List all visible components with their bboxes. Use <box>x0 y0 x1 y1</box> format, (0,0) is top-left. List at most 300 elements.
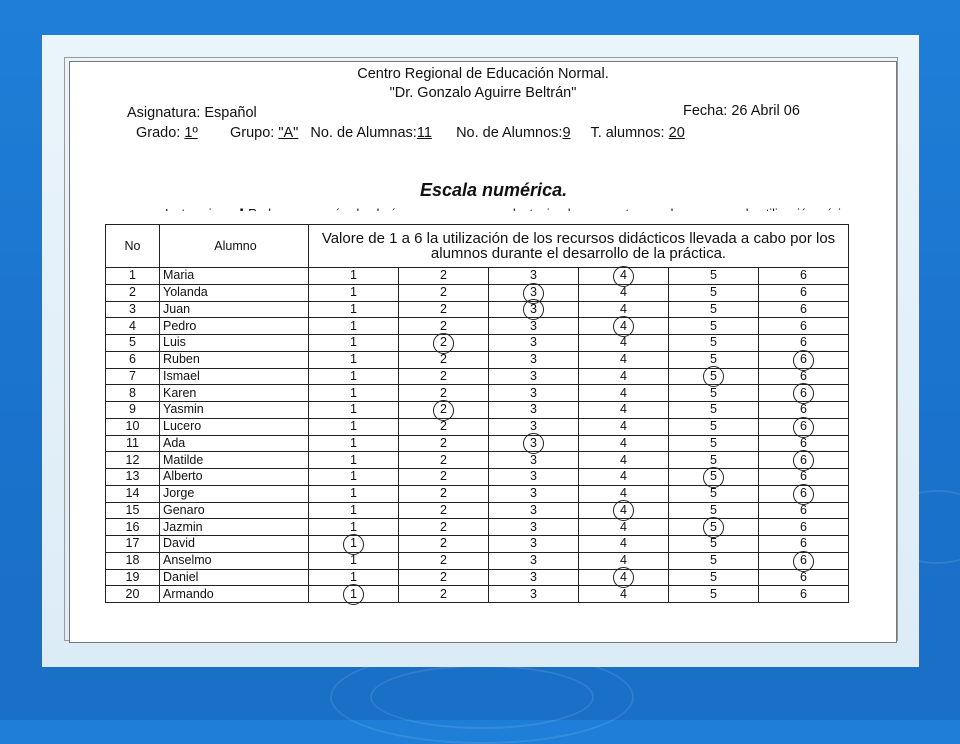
rating-value: 4 <box>620 385 627 400</box>
rating-cell <box>399 284 489 301</box>
rating-cell <box>579 519 669 536</box>
column-header-no: No <box>106 225 160 268</box>
rating-cell <box>579 452 669 469</box>
grade-value: 1º <box>184 125 198 141</box>
rating-value: 3 <box>530 352 537 367</box>
rating-cell <box>759 268 849 285</box>
rating-value: 1 <box>350 419 357 434</box>
rating-value: 4 <box>620 519 627 534</box>
row-number: 14 <box>106 485 160 502</box>
rating-value: 1 <box>350 335 357 350</box>
rating-value: 3 <box>530 335 537 350</box>
rating-value: 4 <box>620 435 627 450</box>
rating-value: 4 <box>620 285 627 300</box>
rating-value: 2 <box>440 553 447 568</box>
rating-value-circled: 5 <box>710 469 717 484</box>
table-row <box>106 519 849 536</box>
rating-value: 1 <box>350 268 357 283</box>
scale-table <box>105 224 849 603</box>
rating-value: 5 <box>710 402 717 417</box>
rating-value: 6 <box>800 285 807 300</box>
rating-value: 1 <box>350 553 357 568</box>
rating-value: 4 <box>620 553 627 568</box>
rating-value: 4 <box>620 586 627 601</box>
institution-name: Centro Regional de Educación Normal. <box>357 66 609 82</box>
table-row <box>106 536 849 553</box>
rating-value: 6 <box>800 502 807 517</box>
rating-value-circled: 2 <box>440 402 447 417</box>
row-number: 2 <box>106 284 160 301</box>
rating-value: 4 <box>620 301 627 316</box>
rating-value: 3 <box>530 368 537 383</box>
rating-value: 6 <box>800 402 807 417</box>
female-count-value: 11 <box>416 125 432 141</box>
rating-cell <box>759 301 849 318</box>
table-row <box>106 452 849 469</box>
rating-cell <box>309 318 399 335</box>
female-count-label: No. de Alumnas: <box>310 125 417 141</box>
table-row <box>106 569 849 586</box>
rating-cell <box>579 586 669 603</box>
rating-value: 2 <box>440 368 447 383</box>
rating-value: 5 <box>710 486 717 501</box>
row-number: 12 <box>106 452 160 469</box>
scale-title: Escala numérica. <box>420 180 568 200</box>
rating-value-circled: 6 <box>800 486 807 501</box>
table-row <box>106 268 849 285</box>
rating-cell <box>669 385 759 402</box>
institution-director: "Dr. Gonzalo Aguirre Beltrán" <box>389 85 577 101</box>
rating-cell <box>399 586 489 603</box>
rating-value-circled: 4 <box>620 318 627 333</box>
rating-cell <box>489 335 579 352</box>
rating-cell <box>309 402 399 419</box>
rating-value: 4 <box>620 335 627 350</box>
rating-cell <box>489 268 579 285</box>
rating-cell <box>399 485 489 502</box>
rating-cell <box>669 318 759 335</box>
column-header-student: Alumno <box>160 225 309 268</box>
rating-cell <box>669 469 759 486</box>
rating-cell <box>759 385 849 402</box>
student-name: Luis <box>160 335 309 352</box>
rating-cell <box>579 318 669 335</box>
rating-cell <box>759 469 849 486</box>
rating-cell <box>399 351 489 368</box>
row-number: 19 <box>106 569 160 586</box>
row-number: 15 <box>106 502 160 519</box>
rating-value: 6 <box>800 301 807 316</box>
row-number: 20 <box>106 586 160 603</box>
rating-cell <box>579 385 669 402</box>
rating-value: 2 <box>440 352 447 367</box>
student-name: Matilde <box>160 452 309 469</box>
row-number: 5 <box>106 335 160 352</box>
student-name: David <box>160 536 309 553</box>
total-count-label: T. alumnos: <box>590 125 665 141</box>
rating-value: 3 <box>530 268 537 283</box>
rating-cell <box>399 268 489 285</box>
grade-label: Grado: <box>136 125 181 141</box>
table-row <box>106 402 849 419</box>
rating-cell <box>669 268 759 285</box>
rating-value: 2 <box>440 285 447 300</box>
table-row <box>106 284 849 301</box>
date-label: Fecha: 26 Abril 06 <box>683 103 800 119</box>
rating-cell <box>399 469 489 486</box>
rating-cell <box>399 552 489 569</box>
rating-value: 1 <box>350 402 357 417</box>
rating-value: 6 <box>800 469 807 484</box>
rating-cell <box>489 536 579 553</box>
rating-cell <box>489 435 579 452</box>
rating-cell <box>669 435 759 452</box>
rating-value: 3 <box>530 318 537 333</box>
rating-value: 2 <box>440 486 447 501</box>
rating-cell <box>579 569 669 586</box>
rating-cell <box>669 552 759 569</box>
rating-cell <box>309 452 399 469</box>
rating-value: 1 <box>350 318 357 333</box>
rating-cell <box>489 552 579 569</box>
rating-cell <box>669 452 759 469</box>
grade-row <box>136 125 685 141</box>
rating-cell <box>669 402 759 419</box>
rating-value-circled: 6 <box>800 452 807 467</box>
table-row <box>106 502 849 519</box>
rating-value: 6 <box>800 368 807 383</box>
rating-value: 6 <box>800 586 807 601</box>
rating-value: 4 <box>620 486 627 501</box>
rating-cell <box>669 536 759 553</box>
rating-value: 3 <box>530 385 537 400</box>
rating-value: 1 <box>350 385 357 400</box>
rating-value: 5 <box>710 452 717 467</box>
rating-cell <box>309 301 399 318</box>
rating-cell <box>309 536 399 553</box>
rating-value-circled: 3 <box>530 301 537 316</box>
rating-value-circled: 4 <box>620 569 627 584</box>
ripple-decoration <box>370 665 594 729</box>
rating-cell <box>759 502 849 519</box>
rating-cell <box>309 335 399 352</box>
rating-value-circled: 6 <box>800 419 807 434</box>
rating-value: 1 <box>350 519 357 534</box>
rating-value-circled: 3 <box>530 435 537 450</box>
rating-value: 6 <box>800 569 807 584</box>
rating-cell <box>489 502 579 519</box>
student-name: Yolanda <box>160 284 309 301</box>
table-row <box>106 552 849 569</box>
student-name: Ruben <box>160 351 309 368</box>
student-name: Genaro <box>160 502 309 519</box>
row-number: 10 <box>106 418 160 435</box>
rating-cell <box>309 502 399 519</box>
student-name: Armando <box>160 586 309 603</box>
row-number: 4 <box>106 318 160 335</box>
rating-value: 2 <box>440 435 447 450</box>
rating-value: 4 <box>620 469 627 484</box>
rating-value: 5 <box>710 553 717 568</box>
rating-cell <box>579 435 669 452</box>
rating-value-circled: 1 <box>350 586 357 601</box>
rating-cell <box>759 351 849 368</box>
rating-value: 1 <box>350 368 357 383</box>
rating-value: 5 <box>710 285 717 300</box>
rating-cell <box>399 502 489 519</box>
row-number: 8 <box>106 385 160 402</box>
rating-value-circled: 3 <box>530 285 537 300</box>
rating-value: 3 <box>530 402 537 417</box>
rating-value-circled: 4 <box>620 268 627 283</box>
rating-value: 1 <box>350 285 357 300</box>
rating-value: 1 <box>350 502 357 517</box>
rating-cell <box>669 519 759 536</box>
slide-panel <box>42 35 919 667</box>
rating-cell <box>579 418 669 435</box>
rating-cell <box>579 284 669 301</box>
rating-value: 1 <box>350 569 357 584</box>
rating-cell <box>669 335 759 352</box>
row-number: 13 <box>106 469 160 486</box>
rating-cell <box>399 301 489 318</box>
rating-value-circled: 5 <box>710 368 717 383</box>
rating-value: 3 <box>530 486 537 501</box>
rating-value: 4 <box>620 368 627 383</box>
row-number: 1 <box>106 268 160 285</box>
student-name: Juan <box>160 301 309 318</box>
rating-cell <box>489 586 579 603</box>
rating-cell <box>579 469 669 486</box>
rating-value: 5 <box>710 569 717 584</box>
rating-cell <box>669 368 759 385</box>
rating-value: 6 <box>800 335 807 350</box>
row-number: 17 <box>106 536 160 553</box>
rating-cell <box>399 418 489 435</box>
row-number: 3 <box>106 301 160 318</box>
rating-value: 5 <box>710 301 717 316</box>
student-name: Lucero <box>160 418 309 435</box>
row-number: 6 <box>106 351 160 368</box>
student-name: Jorge <box>160 485 309 502</box>
rating-value-circled: 4 <box>620 502 627 517</box>
rating-value: 2 <box>440 536 447 551</box>
rating-cell <box>399 385 489 402</box>
rating-cell <box>309 351 399 368</box>
rating-cell <box>759 536 849 553</box>
rating-cell <box>309 586 399 603</box>
rating-value: 6 <box>800 268 807 283</box>
rating-value: 1 <box>350 301 357 316</box>
rating-cell <box>759 452 849 469</box>
rating-cell <box>399 435 489 452</box>
rating-cell <box>309 418 399 435</box>
rating-cell <box>579 351 669 368</box>
rating-cell <box>759 402 849 419</box>
rating-value: 5 <box>710 502 717 517</box>
rating-value: 6 <box>800 519 807 534</box>
student-name: Jazmin <box>160 519 309 536</box>
rating-cell <box>399 569 489 586</box>
table-row <box>106 318 849 335</box>
rating-value: 2 <box>440 586 447 601</box>
student-name: Yasmin <box>160 402 309 419</box>
rating-value: 5 <box>710 352 717 367</box>
rating-value: 2 <box>440 419 447 434</box>
table-row <box>106 485 849 502</box>
table-header-row <box>106 225 849 268</box>
table-row <box>106 418 849 435</box>
rating-value: 3 <box>530 553 537 568</box>
rating-value: 5 <box>710 385 717 400</box>
student-name: Karen <box>160 385 309 402</box>
rating-cell <box>759 418 849 435</box>
student-name: Maria <box>160 268 309 285</box>
rating-cell <box>759 284 849 301</box>
male-count-label: No. de Alumnos: <box>456 125 563 141</box>
rating-value: 1 <box>350 486 357 501</box>
rating-cell <box>669 586 759 603</box>
rating-cell <box>399 519 489 536</box>
student-name: Daniel <box>160 569 309 586</box>
row-number: 7 <box>106 368 160 385</box>
rating-cell <box>489 402 579 419</box>
rating-cell <box>489 452 579 469</box>
male-count-value: 9 <box>562 125 571 141</box>
row-number: 9 <box>106 402 160 419</box>
table-row <box>106 469 849 486</box>
rating-cell <box>399 318 489 335</box>
rating-cell <box>759 335 849 352</box>
rating-value: 5 <box>710 435 717 450</box>
rating-cell <box>309 552 399 569</box>
student-name: Anselmo <box>160 552 309 569</box>
rating-value: 6 <box>800 536 807 551</box>
rating-cell <box>309 519 399 536</box>
rating-cell <box>489 519 579 536</box>
row-number: 11 <box>106 435 160 452</box>
student-name: Pedro <box>160 318 309 335</box>
rating-value-circled: 6 <box>800 385 807 400</box>
rating-cell <box>489 318 579 335</box>
rating-cell <box>669 569 759 586</box>
rating-value: 5 <box>710 335 717 350</box>
rating-cell <box>399 536 489 553</box>
rating-value: 2 <box>440 469 447 484</box>
rating-cell <box>309 284 399 301</box>
table-row <box>106 368 849 385</box>
rating-value: 2 <box>440 569 447 584</box>
rating-cell <box>579 335 669 352</box>
rating-value: 4 <box>620 402 627 417</box>
rating-cell <box>759 485 849 502</box>
rating-value: 1 <box>350 452 357 467</box>
rating-value: 6 <box>800 435 807 450</box>
rating-cell <box>489 569 579 586</box>
rating-value: 1 <box>350 469 357 484</box>
rating-value: 3 <box>530 519 537 534</box>
rating-value: 2 <box>440 452 447 467</box>
student-name: Ismael <box>160 368 309 385</box>
rating-value: 4 <box>620 352 627 367</box>
rating-value: 3 <box>530 452 537 467</box>
table-row <box>106 301 849 318</box>
rating-value-circled: 1 <box>350 536 357 551</box>
rating-cell <box>759 552 849 569</box>
table-row <box>106 335 849 352</box>
rating-cell <box>579 502 669 519</box>
rating-value: 3 <box>530 469 537 484</box>
rating-cell <box>399 452 489 469</box>
table-row <box>106 586 849 603</box>
rating-cell <box>489 301 579 318</box>
rating-value-circled: 6 <box>800 553 807 568</box>
rating-cell <box>759 318 849 335</box>
rating-cell <box>399 368 489 385</box>
rating-cell <box>309 435 399 452</box>
rating-cell <box>759 519 849 536</box>
rating-value: 3 <box>530 419 537 434</box>
rating-value: 4 <box>620 452 627 467</box>
rating-value: 5 <box>710 318 717 333</box>
rating-value: 2 <box>440 318 447 333</box>
rating-value: 4 <box>620 419 627 434</box>
rating-cell <box>489 368 579 385</box>
rating-cell <box>489 385 579 402</box>
group-value: "A" <box>278 125 299 141</box>
rating-value: 5 <box>710 586 717 601</box>
rating-cell <box>309 485 399 502</box>
rating-cell <box>669 284 759 301</box>
rating-value: 1 <box>350 352 357 367</box>
rating-cell <box>399 402 489 419</box>
student-name: Ada <box>160 435 309 452</box>
group-label: Grupo: <box>229 125 275 141</box>
rating-cell <box>309 385 399 402</box>
rating-cell <box>579 536 669 553</box>
rating-value-circled: 5 <box>710 519 717 534</box>
rating-cell <box>579 268 669 285</box>
rating-value: 2 <box>440 268 447 283</box>
rating-cell <box>669 485 759 502</box>
rating-value: 5 <box>710 419 717 434</box>
rating-cell <box>399 335 489 352</box>
rating-value-circled: 6 <box>800 352 807 367</box>
rating-cell <box>759 569 849 586</box>
table-row <box>106 435 849 452</box>
rating-value: 3 <box>530 586 537 601</box>
student-name: Alberto <box>160 469 309 486</box>
rating-value: 5 <box>710 536 717 551</box>
column-header-rating: Valore de 1 a 6 la utilización de los recursos didácticos llevada a cabo por los alumnos durante el desarrollo de la práctica. <box>309 225 849 268</box>
row-number: 16 <box>106 519 160 536</box>
table-row <box>106 385 849 402</box>
rating-value: 3 <box>530 502 537 517</box>
rating-cell <box>309 469 399 486</box>
rating-value: 2 <box>440 502 447 517</box>
rating-cell <box>669 301 759 318</box>
rating-value: 4 <box>620 536 627 551</box>
rating-cell <box>579 368 669 385</box>
rating-value-circled: 2 <box>440 335 447 350</box>
row-number: 18 <box>106 552 160 569</box>
table-row <box>106 351 849 368</box>
rating-value: 2 <box>440 519 447 534</box>
rating-cell <box>309 368 399 385</box>
rating-cell <box>489 469 579 486</box>
rating-cell <box>759 586 849 603</box>
rating-cell <box>669 418 759 435</box>
